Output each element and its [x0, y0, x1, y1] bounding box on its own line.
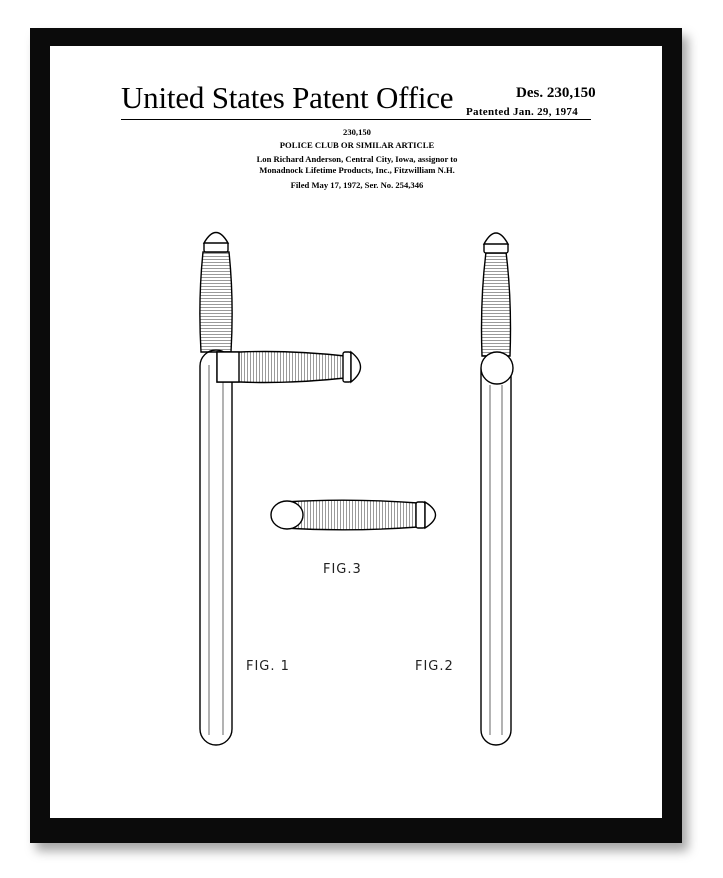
inventor-line-1: Lon Richard Anderson, Central City, Iowa, assignor to — [256, 154, 458, 164]
patent-office-title: United States Patent Office — [121, 80, 454, 115]
fig3-handle — [271, 500, 436, 530]
fig3-label: FIG.3 — [323, 562, 362, 577]
fig1-handle-collar — [343, 352, 351, 382]
fig1-knob — [204, 233, 228, 244]
fig2-shaft — [481, 355, 511, 745]
inventor-line-2: Monadnock Lifetime Products, Inc., Fitzwilliam N.H. — [259, 165, 455, 175]
patent-date: Patented Jan. 29, 1974 — [466, 106, 579, 118]
patent-article-title: POLICE CLUB OR SIMILAR ARTICLE — [279, 140, 435, 150]
fig1-shaft — [200, 350, 232, 745]
filing-info: Filed May 17, 1972, Ser. No. 254,346 — [290, 180, 424, 190]
fig2-grip — [482, 252, 511, 356]
fig3-handle-body — [284, 500, 418, 530]
fig1-grip — [200, 252, 232, 352]
fig2-knob — [484, 233, 508, 244]
fig1-handle-knob — [351, 352, 361, 382]
patent-number: 230,150 — [343, 127, 371, 137]
design-number: Des. 230,150 — [516, 85, 596, 101]
fig2-label: FIG.2 — [415, 659, 454, 674]
fig3-handle-collar — [416, 502, 425, 528]
fig2-police-club — [481, 233, 513, 745]
fig2-handle-end — [481, 352, 513, 384]
fig3-handle-knob — [425, 502, 436, 528]
fig3-handle-end — [271, 501, 303, 529]
fig1-label: FIG. 1 — [246, 659, 290, 674]
